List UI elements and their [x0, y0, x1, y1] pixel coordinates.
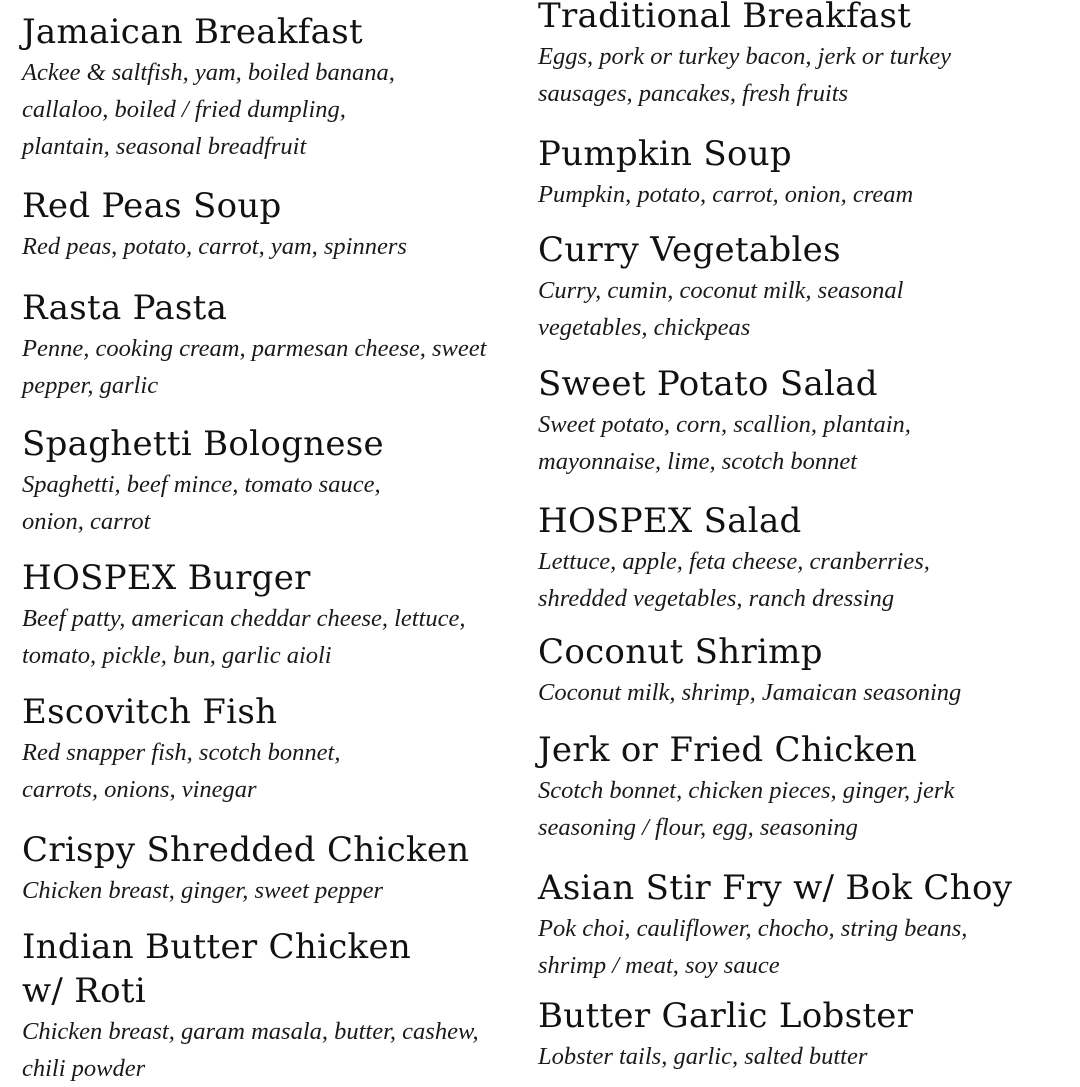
menu-item-title: HOSPEX Salad [538, 501, 802, 541]
menu-item-description: Spaghetti, beef mince, tomato sauce, onion, carrot [22, 471, 381, 535]
menu-item [538, 0, 1058, 112]
menu-item [22, 925, 542, 1087]
menu-item-title: Traditional Breakfast [538, 0, 912, 36]
menu-item-description: Ackee & saltfish, yam, boiled banana, callaloo, boiled / fried dumpling, plantain, seasonal breadfruit [22, 59, 395, 160]
menu-item-description: Scotch bonnet, chicken pieces, ginger, jerk seasoning / flour, egg, seasoning [538, 777, 955, 841]
menu-item-title: Rasta Pasta [22, 288, 228, 328]
menu-item [538, 132, 1058, 213]
menu-item-description: Curry, cumin, coconut milk, seasonal vegetables, chickpeas [538, 277, 904, 341]
menu-item [22, 828, 542, 909]
menu-item-title: Jerk or Fried Chicken [538, 730, 918, 770]
menu-item [538, 866, 1058, 984]
menu-item-title: Curry Vegetables [538, 230, 841, 270]
menu-item [22, 422, 542, 540]
menu-item [538, 630, 1058, 711]
menu-item-description: Chicken breast, garam masala, butter, cashew, chili powder [22, 1018, 479, 1082]
menu-item [22, 556, 542, 674]
menu-item-title: Indian Butter Chicken w/ Roti [22, 927, 412, 1011]
menu-item-title: HOSPEX Burger [22, 558, 311, 598]
menu-item [538, 499, 1058, 617]
menu-item-description: Eggs, pork or turkey bacon, jerk or turkey sausages, pancakes, fresh fruits [538, 43, 951, 107]
menu-item [538, 994, 1058, 1075]
menu-item-description: Red snapper fish, scotch bonnet, carrots, onions, vinegar [22, 739, 341, 803]
menu-item [22, 286, 542, 404]
menu-item-title: Crispy Shredded Chicken [22, 830, 470, 870]
menu-item-description: Sweet potato, corn, scallion, plantain, mayonnaise, lime, scotch bonnet [538, 411, 911, 475]
menu-item-description: Pumpkin, potato, carrot, onion, cream [538, 181, 914, 208]
menu-item-title: Pumpkin Soup [538, 134, 792, 174]
menu-item [538, 362, 1058, 480]
menu-item [538, 728, 1058, 846]
menu-item-title: Red Peas Soup [22, 186, 282, 226]
menu-item-description: Pok choi, cauliflower, chocho, string beans, shrimp / meat, soy sauce [538, 915, 968, 979]
menu-item-title: Spaghetti Bolognese [22, 424, 384, 464]
menu-item-description: Lobster tails, garlic, salted butter [538, 1043, 868, 1070]
menu-item-title: Asian Stir Fry w/ Bok Choy [538, 868, 1013, 908]
menu-item [22, 184, 542, 265]
menu-item-title: Escovitch Fish [22, 692, 278, 732]
menu-item-description: Beef patty, american cheddar cheese, lettuce, tomato, pickle, bun, garlic aioli [22, 605, 466, 669]
menu-item-description: Red peas, potato, carrot, yam, spinners [22, 233, 407, 260]
menu-item-description: Chicken breast, ginger, sweet pepper [22, 877, 384, 904]
menu-item [22, 10, 542, 165]
menu-item-description: Penne, cooking cream, parmesan cheese, sweet pepper, garlic [22, 335, 487, 399]
menu-item [538, 228, 1058, 346]
menu-item-title: Sweet Potato Salad [538, 364, 878, 404]
menu-item [22, 690, 542, 808]
menu-item-description: Lettuce, apple, feta cheese, cranberries, shredded vegetables, ranch dressing [538, 548, 930, 612]
menu-item-title: Coconut Shrimp [538, 632, 823, 672]
menu-item-title: Jamaican Breakfast [22, 12, 363, 52]
menu-item-title: Butter Garlic Lobster [538, 996, 914, 1036]
menu-item-description: Coconut milk, shrimp, Jamaican seasoning [538, 679, 962, 706]
